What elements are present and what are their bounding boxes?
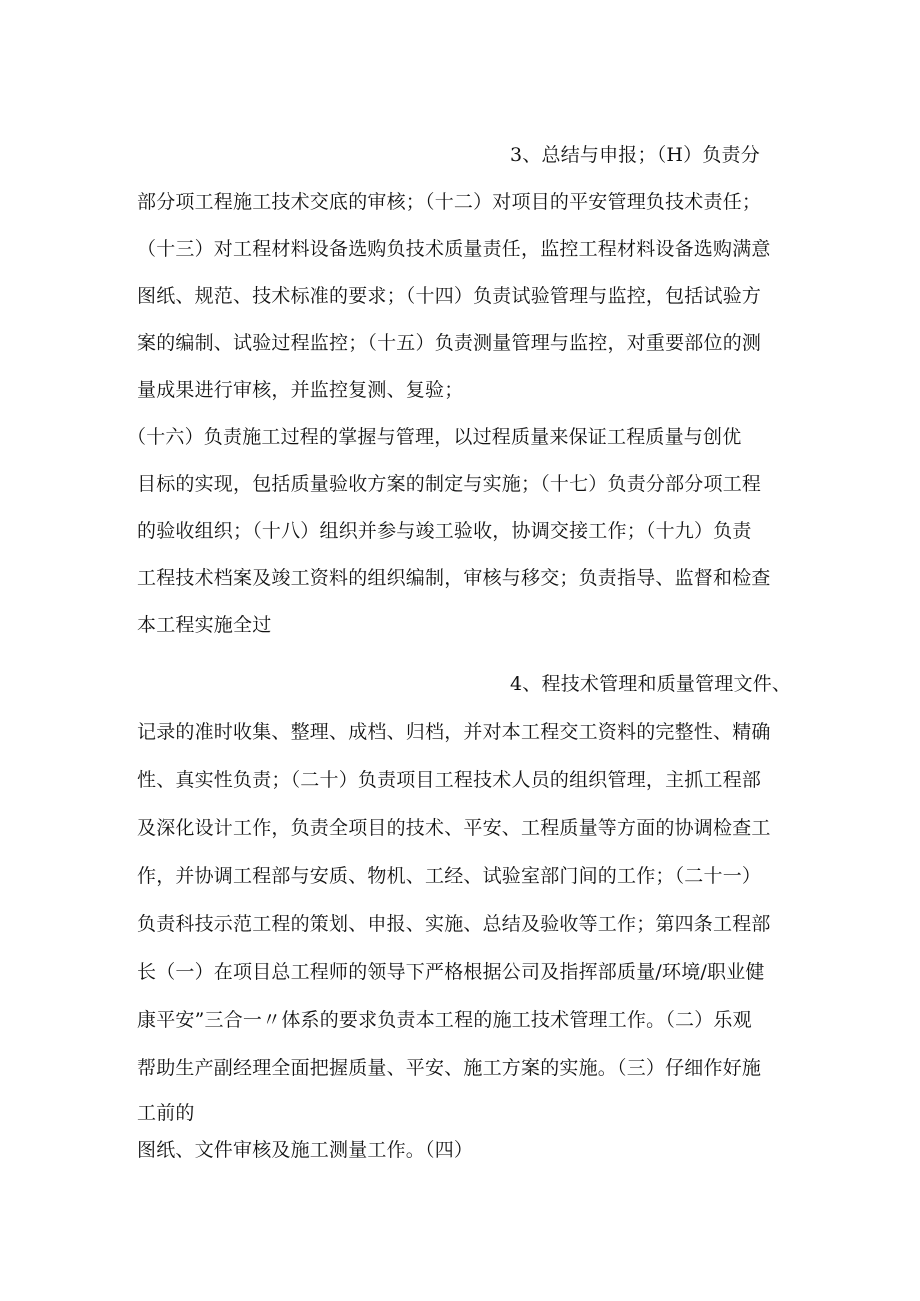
text-line-8: 目标的实现，包括质量验收方案的制定与实施；（十七）负责分部分项工程 <box>137 473 762 495</box>
text-line-17: 负责科技示范工程的策划、申报、实施、总结及验收等工作；第四条工程部 <box>137 913 771 935</box>
text-line-9: 的验收组织；（十八）组织并参与竣工验收，协调交接工作；（十九）负责 <box>137 520 752 542</box>
text-line-7: （十六）负责施工过程的掌握与管理，以过程质量来保证工程质量与创优 <box>127 426 742 448</box>
text-line-10: 工程技术档案及竣工资料的组织编制，审核与移交；负责指导、监督和检查 <box>137 567 771 589</box>
text-line-20: 帮助生产副经理全面把握质量、平安、施工方案的实施。（三）仔细作好施 <box>137 1057 762 1079</box>
text-line-19: 康平安”三合一〃体系的要求负责本工程的施工技术管理工作。（二）乐观 <box>137 1009 752 1031</box>
text-line-4: 图纸、规范、技术标准的要求；（十四）负责试验管理与监控，包括试验方 <box>137 285 762 307</box>
text-line-12: 4、程技术管理和质量管理文件、 <box>510 673 792 695</box>
text-line-2: 部分项工程施工技术交底的审核；（十二）对项目的平安管理负技术责任； <box>137 191 762 213</box>
text-line-15: 及深化设计工作，负责全项目的技术、平安、工程质量等方面的协调检查工 <box>137 817 771 839</box>
text-line-14: 性、真实性负责；（二十）负责项目工程技术人员的组织管理，主抓工程部 <box>137 769 762 791</box>
text-line-6: 量成果进行审核，并监控复测、复验； <box>137 379 464 401</box>
text-line-22: 图纸、文件审核及施工测量工作。（四） <box>137 1139 474 1161</box>
text-line-16: 作，并协调工程部与安质、物机、工经、试验室部门间的工作；（二十一） <box>137 865 762 887</box>
text-line-13: 记录的准时收集、整理、成档、归档，并对本工程交工资料的完整性、精确 <box>137 721 771 743</box>
text-line-21: 工前的 <box>137 1102 195 1124</box>
text-line-11: 本工程实施全过 <box>137 614 272 636</box>
text-line-1: 3、总结与申报；（H）负责分 <box>510 144 760 166</box>
text-line-5: 案的编制、试验过程监控；（十五）负责测量管理与监控，对重要部位的测 <box>137 332 762 354</box>
text-line-18: 长（一）在项目总工程师的领导下严格根据公司及指挥部质量/环境/职业健 <box>137 961 765 983</box>
text-line-3: （十三）对工程材料设备选购负技术质量责任，监控工程材料设备选购满意 <box>137 238 771 260</box>
